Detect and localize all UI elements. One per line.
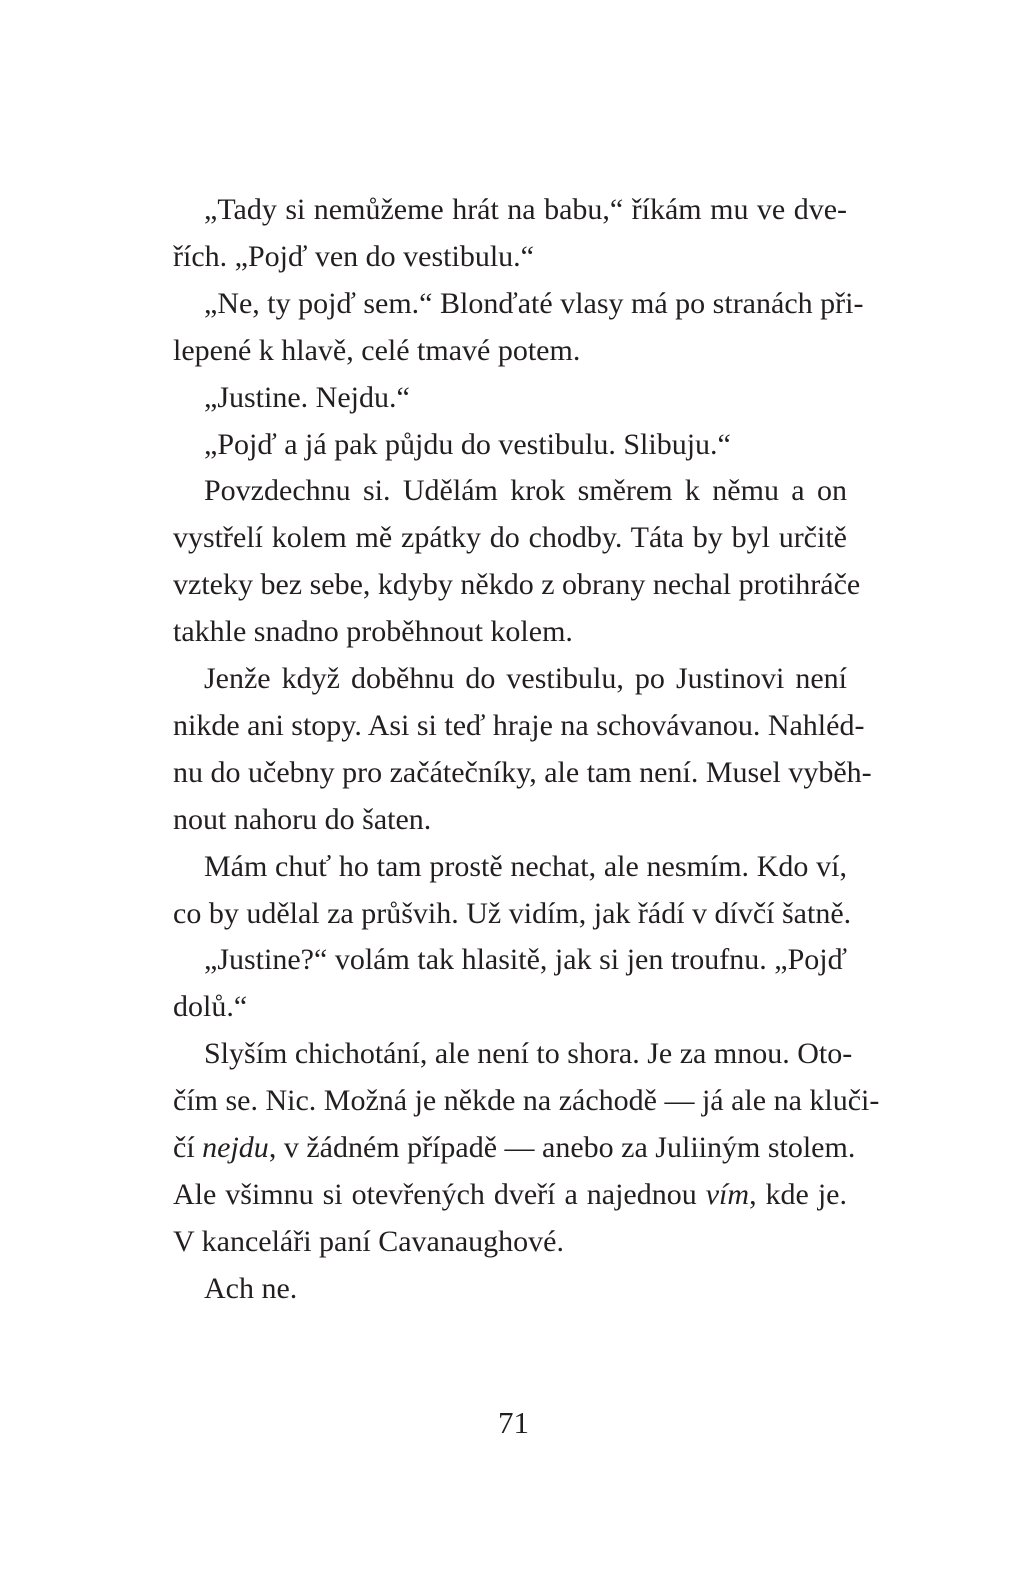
text-span: lepené k hlavě, celé tmavé potem. [173, 333, 581, 367]
emphasis-text: nejdu [202, 1131, 269, 1164]
text-span: Jenže když doběhnu do vestibulu, po Justinovi není [204, 662, 847, 695]
text-line [173, 562, 861, 608]
text-span: , kde je. [749, 1177, 847, 1211]
text-span: Slyším chichotání, ale není to shora. Je za mnou. Oto- [204, 1037, 853, 1071]
text-line [204, 281, 864, 327]
text-span: nout nahoru do šaten. [173, 802, 432, 836]
text-line [173, 1172, 847, 1218]
text-line [204, 1031, 853, 1077]
text-span: dolů.“ [173, 990, 248, 1024]
page-number: 71 [498, 1405, 529, 1440]
text-line [173, 891, 852, 937]
text-line [204, 656, 847, 702]
text-span: V kanceláři paní Cavanaughové. [173, 1224, 564, 1258]
text-line [173, 515, 847, 561]
text-line [173, 1125, 856, 1171]
emphasis-text: vím [705, 1177, 750, 1211]
text-span: nikde ani stopy. Asi si teď hraje na schovávanou. Nahléd- [173, 708, 865, 742]
text-line [204, 187, 847, 233]
text-span: co by udělal za průšvih. Už vidím, jak řádí v dívčí šatně. [173, 896, 852, 930]
text-line [173, 703, 865, 749]
text-span: vzteky bez sebe, kdyby někdo z obrany nechal protihráče [173, 568, 861, 602]
text-line [173, 1219, 847, 1265]
text-line [173, 984, 847, 1030]
text-span: „Tady si nemůžeme hrát na babu,“ říkám mu ve dve- [204, 193, 847, 226]
text-span: řích. „Pojď ven do vestibulu.“ [173, 239, 534, 273]
text-line [173, 1078, 880, 1124]
text-span: Mám chuť ho tam prostě nechat, ale nesmím. Kdo ví, [204, 849, 847, 883]
text-span: Ale všimnu si otevřených dveří a najednou [173, 1177, 706, 1211]
text-span: Ach ne. [204, 1271, 298, 1305]
text-line [204, 937, 847, 983]
text-span: čí [173, 1131, 203, 1164]
text-span: nu do učebny pro začátečníky, ale tam není. Musel vyběh- [173, 755, 872, 789]
text-line [204, 375, 847, 421]
text-line [204, 422, 847, 468]
text-span: takhle snadno proběhnout kolem. [173, 615, 573, 649]
text-line [204, 1266, 847, 1312]
text-line [204, 468, 847, 514]
text-span: „Pojď a já pak půjdu do vestibulu. Slibuju.“ [204, 427, 731, 461]
text-line [173, 609, 847, 655]
text-line [204, 844, 847, 890]
text-span: „Justine. Nejdu.“ [204, 380, 410, 414]
text-span: „Justine?“ volám tak hlasitě, jak si jen troufnu. „Pojď [204, 943, 847, 977]
text-span: Povzdechnu si. Udělám krok směrem k němu a on [204, 474, 847, 508]
text-line [173, 234, 847, 280]
text-span: vystřelí kolem mě zpátky do chodby. Táta by byl určitě [173, 521, 847, 555]
text-line [173, 797, 847, 843]
text-span: čím se. Nic. Možná je někde na záchodě — já ale na kluči- [173, 1084, 880, 1118]
text-line [173, 750, 872, 796]
text-span: „Ne, ty pojď sem.“ Blonďaté vlasy má po stranách při- [204, 286, 864, 320]
text-line [173, 328, 847, 374]
text-span: , v žádném případě — anebo za Juliiným stolem. [268, 1131, 856, 1164]
